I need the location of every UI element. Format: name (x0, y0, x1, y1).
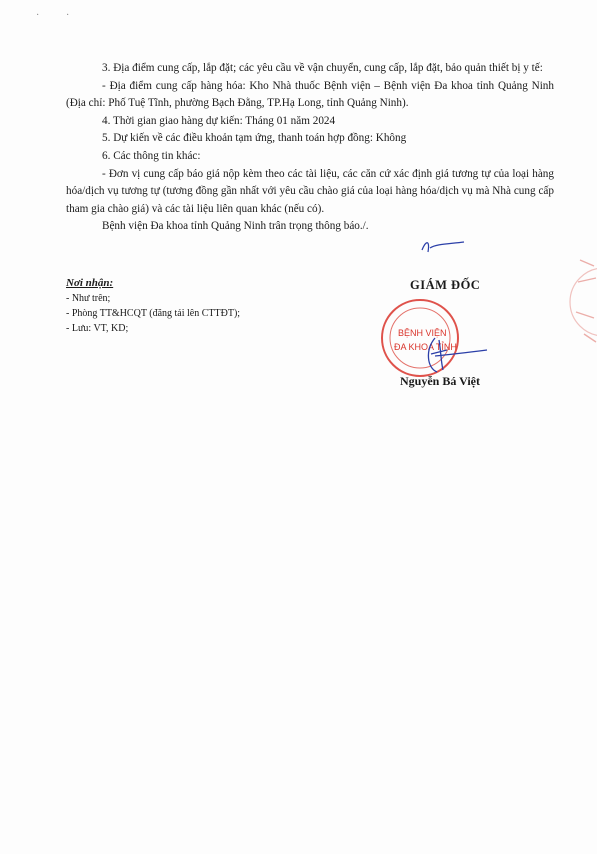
section-6-heading: 6. Các thông tin khác: (102, 149, 201, 162)
recipients-block (66, 276, 240, 336)
stamp-text-line2: ĐA KHOA TỈNH (394, 342, 457, 352)
closing-statement: Bệnh viện Đa khoa tỉnh Quảng Ninh trân trọng thông báo./. (102, 220, 369, 233)
section-3-heading: 3. Địa điểm cung cấp, lắp đặt; các yêu cầu về vận chuyển, cung cấp, lắp đặt, bảo quản thiết bị y tế: (102, 62, 543, 74)
recipient-item: - Phòng TT&HCQT (đăng tải lên CTTĐT); (66, 308, 241, 319)
section-4-delivery-time: 4. Thời gian giao hàng dự kiến: Tháng 01 năm 2024 (102, 114, 336, 127)
recipients-title: Nơi nhận: (66, 277, 114, 289)
stamp-text-line1: BỆNH VIỆN (398, 328, 447, 338)
initial-signature (418, 236, 468, 258)
scan-mark: · (36, 10, 40, 21)
signer-title: GIÁM ĐỐC (410, 278, 481, 292)
scan-mark: · (66, 10, 70, 21)
other-info-item: - Đơn vị cung cấp báo giá nộp kèm theo các tài liệu, các căn cứ xác định giá tương tự của loại hàng hóa/dịch vụ tương tự (tương đồng gần nhất với yêu cầu chào giá của loại hàng hóa/dịch vụ mà Nhà cung cấp tham gia chào giá) và các tài liệu liên quan khác (nếu có). (66, 167, 554, 215)
delivery-location: - Địa điểm cung cấp hàng hóa: Kho Nhà thuốc Bệnh viện – Bệnh viện Đa khoa tỉnh Quảng Ninh (Địa chỉ: Phố Tuệ Tĩnh, phường Bạch Đằng, TP.Hạ Long, tỉnh Quảng Ninh). (66, 79, 554, 110)
partial-seal-mark (560, 252, 597, 352)
section-5-payment-terms: 5. Dự kiến về các điều khoản tạm ứng, thanh toán hợp đồng: Không (102, 132, 407, 145)
recipient-item: - Lưu: VT, KD; (66, 323, 129, 334)
recipient-item: - Như trên; (66, 293, 111, 304)
document-body (66, 60, 554, 236)
signer-name: Nguyễn Bá Việt (400, 374, 481, 388)
